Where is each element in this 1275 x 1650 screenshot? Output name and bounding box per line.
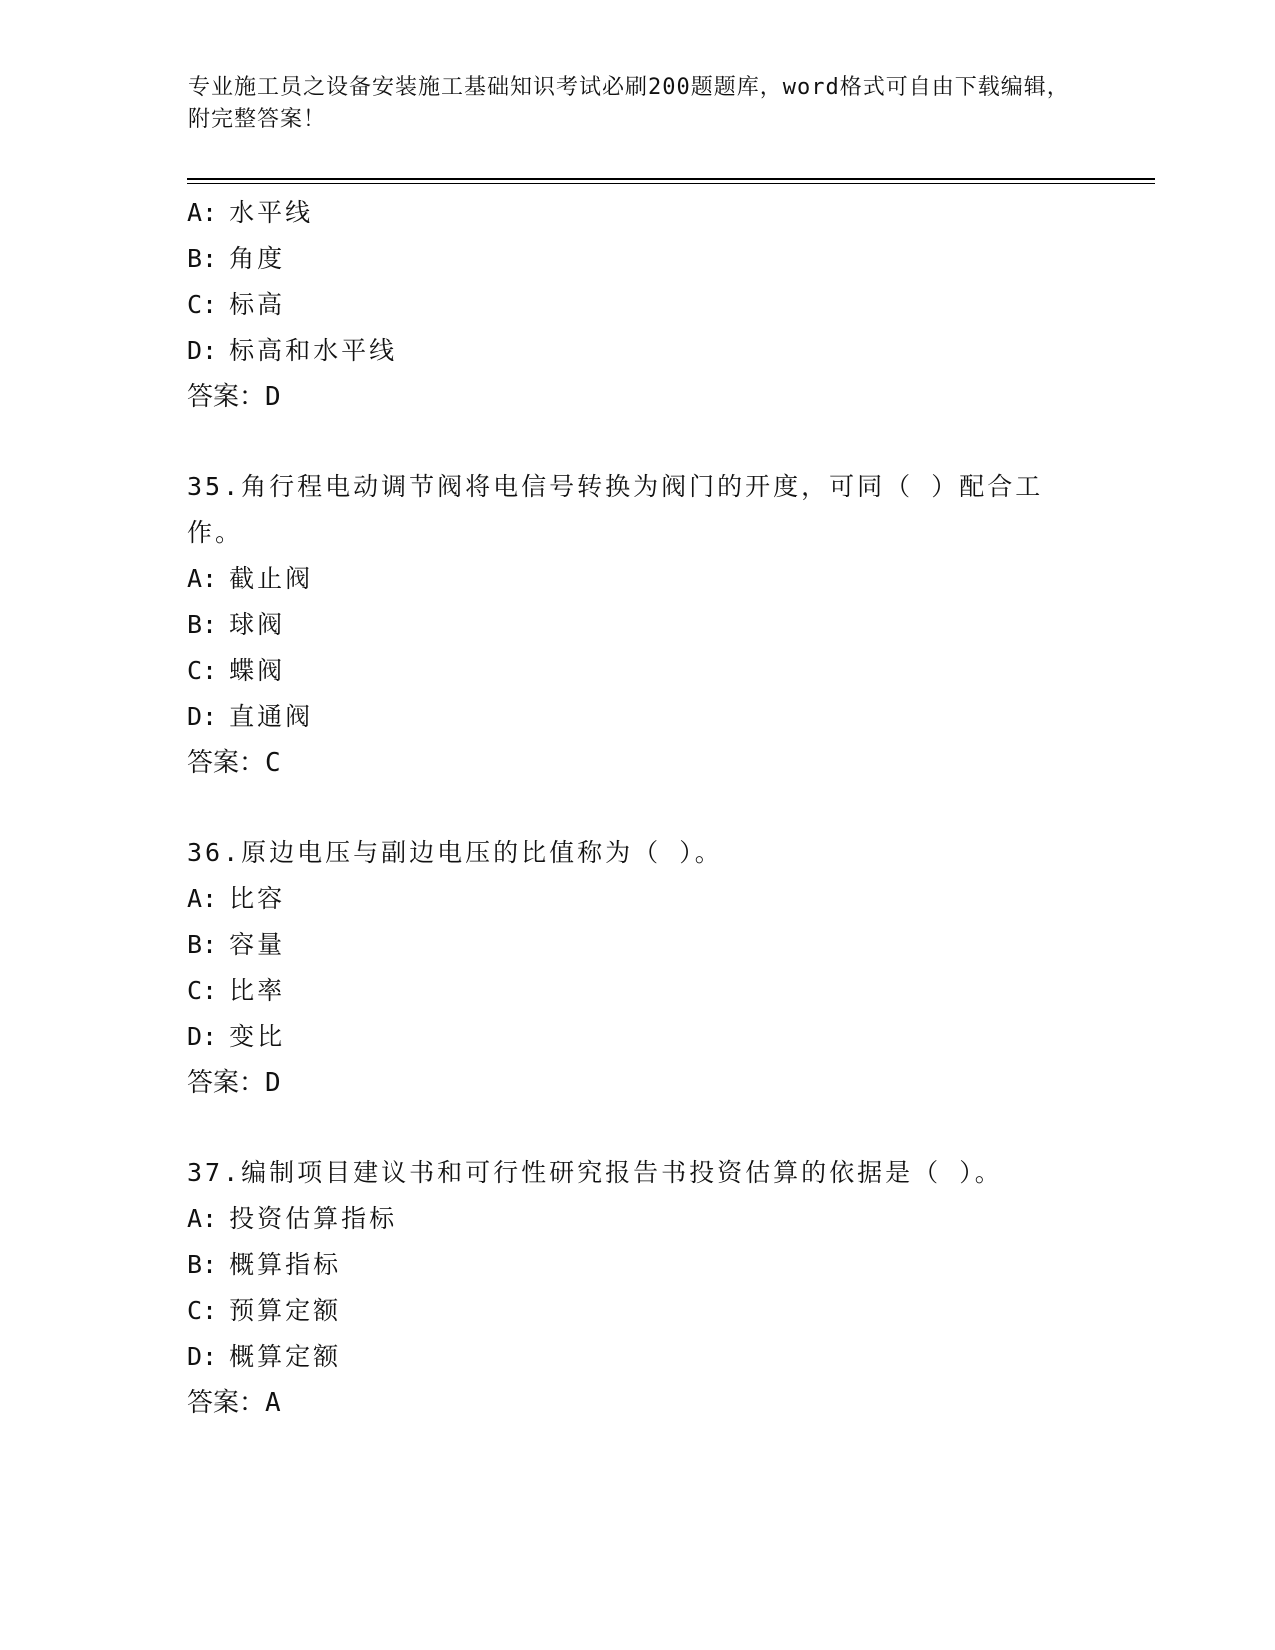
question-35 <box>187 464 1087 786</box>
answer-line: 答案：C <box>187 748 281 778</box>
question-36 <box>187 830 1087 1106</box>
answer-line: 答案：A <box>187 1388 281 1418</box>
question-stem: 37.编制项目建议书和可行性研究报告书投资估算的依据是（ ）。 <box>187 1158 1003 1187</box>
option-b: B: 球阀 <box>187 610 286 639</box>
header-rule-thin <box>187 183 1155 184</box>
option-d: D: 变比 <box>187 1022 286 1051</box>
question-37 <box>187 1150 1087 1426</box>
option-d: D: 直通阀 <box>187 702 314 731</box>
option-c: C: 标高 <box>187 290 286 319</box>
option-b: B: 容量 <box>187 930 286 959</box>
question-list <box>187 190 1087 1426</box>
question-continued <box>187 190 1087 420</box>
option-b: B: 角度 <box>187 244 286 273</box>
option-a: A: 水平线 <box>187 198 314 227</box>
option-a: A: 投资估算指标 <box>187 1204 398 1233</box>
option-b: B: 概算指标 <box>187 1250 342 1279</box>
option-d: D: 概算定额 <box>187 1342 342 1371</box>
option-c: C: 预算定额 <box>187 1296 342 1325</box>
document-header: 专业施工员之设备安装施工基础知识考试必刷200题题库，word格式可自由下载编辑，附完整答案！ <box>188 75 1070 132</box>
header-rule-thick <box>187 178 1155 180</box>
option-a: A: 截止阀 <box>187 564 314 593</box>
question-stem: 36.原边电压与副边电压的比值称为（ ）。 <box>187 838 723 867</box>
option-a: A: 比容 <box>187 884 286 913</box>
answer-line: 答案：D <box>187 382 281 412</box>
option-c: C: 比率 <box>187 976 286 1005</box>
option-c: C: 蝶阀 <box>187 656 286 685</box>
answer-line: 答案：D <box>187 1068 281 1098</box>
question-stem: 35.角行程电动调节阀将电信号转换为阀门的开度，可同（ ）配合工作。 <box>187 472 1044 547</box>
option-d: D: 标高和水平线 <box>187 336 398 365</box>
